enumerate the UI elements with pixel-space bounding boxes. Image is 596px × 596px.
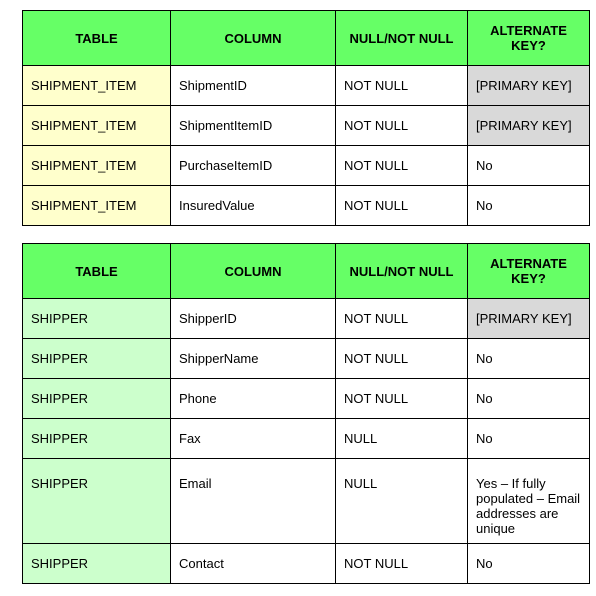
header-alternate-key: ALTERNATE KEY? <box>468 11 590 66</box>
table-row <box>23 544 590 584</box>
header-column: COLUMN <box>171 11 336 66</box>
cell-key: No <box>468 339 590 379</box>
table-row <box>23 339 590 379</box>
cell-key: No <box>468 146 590 186</box>
cell-table-name: SHIPPER <box>23 419 171 459</box>
cell-key: [PRIMARY KEY] <box>468 106 590 146</box>
cell-key: [PRIMARY KEY] <box>468 299 590 339</box>
cell-table-name: SHIPPER <box>23 379 171 419</box>
cell-table-name: SHIPPER <box>23 459 171 544</box>
cell-table-name: SHIPPER <box>23 339 171 379</box>
cell-table-name: SHIPPER <box>23 544 171 584</box>
table-row <box>23 379 590 419</box>
header-table: TABLE <box>23 244 171 299</box>
cell-table-name: SHIPMENT_ITEM <box>23 186 171 226</box>
table-row <box>23 146 590 186</box>
cell-key: [PRIMARY KEY] <box>468 66 590 106</box>
cell-null: NULL <box>336 459 468 544</box>
cell-null: NOT NULL <box>336 379 468 419</box>
header-null: NULL/NOT NULL <box>336 244 468 299</box>
cell-column-name: ShipmentItemID <box>171 106 336 146</box>
cell-null: NOT NULL <box>336 186 468 226</box>
header-alternate-key: ALTERNATE KEY? <box>468 244 590 299</box>
cell-column-name: Contact <box>171 544 336 584</box>
cell-column-name: Phone <box>171 379 336 419</box>
cell-key: Yes – If fully populated – Email addresses are unique <box>468 459 590 544</box>
cell-null: NOT NULL <box>336 299 468 339</box>
table-row <box>23 299 590 339</box>
header-null: NULL/NOT NULL <box>336 11 468 66</box>
header-column: COLUMN <box>171 244 336 299</box>
cell-null: NOT NULL <box>336 544 468 584</box>
cell-column-name: ShipperName <box>171 339 336 379</box>
cell-table-name: SHIPPER <box>23 299 171 339</box>
cell-table-name: SHIPMENT_ITEM <box>23 146 171 186</box>
table-row <box>23 419 590 459</box>
table-row <box>23 106 590 146</box>
cell-table-name: SHIPMENT_ITEM <box>23 66 171 106</box>
shipment-item-table <box>22 10 590 226</box>
cell-null: NULL <box>336 419 468 459</box>
cell-column-name: Fax <box>171 419 336 459</box>
table-row <box>23 66 590 106</box>
cell-column-name: Email <box>171 459 336 544</box>
cell-null: NOT NULL <box>336 66 468 106</box>
cell-null: NOT NULL <box>336 339 468 379</box>
table-row <box>23 186 590 226</box>
cell-column-name: InsuredValue <box>171 186 336 226</box>
cell-key: No <box>468 186 590 226</box>
cell-key: No <box>468 379 590 419</box>
cell-key: No <box>468 419 590 459</box>
cell-column-name: ShipmentID <box>171 66 336 106</box>
cell-column-name: ShipperID <box>171 299 336 339</box>
shipper-table <box>22 243 590 584</box>
header-table: TABLE <box>23 11 171 66</box>
table-header-row <box>23 11 590 66</box>
table-row <box>23 459 590 544</box>
table-header-row <box>23 244 590 299</box>
cell-key: No <box>468 544 590 584</box>
cell-column-name: PurchaseItemID <box>171 146 336 186</box>
cell-null: NOT NULL <box>336 146 468 186</box>
cell-table-name: SHIPMENT_ITEM <box>23 106 171 146</box>
cell-null: NOT NULL <box>336 106 468 146</box>
